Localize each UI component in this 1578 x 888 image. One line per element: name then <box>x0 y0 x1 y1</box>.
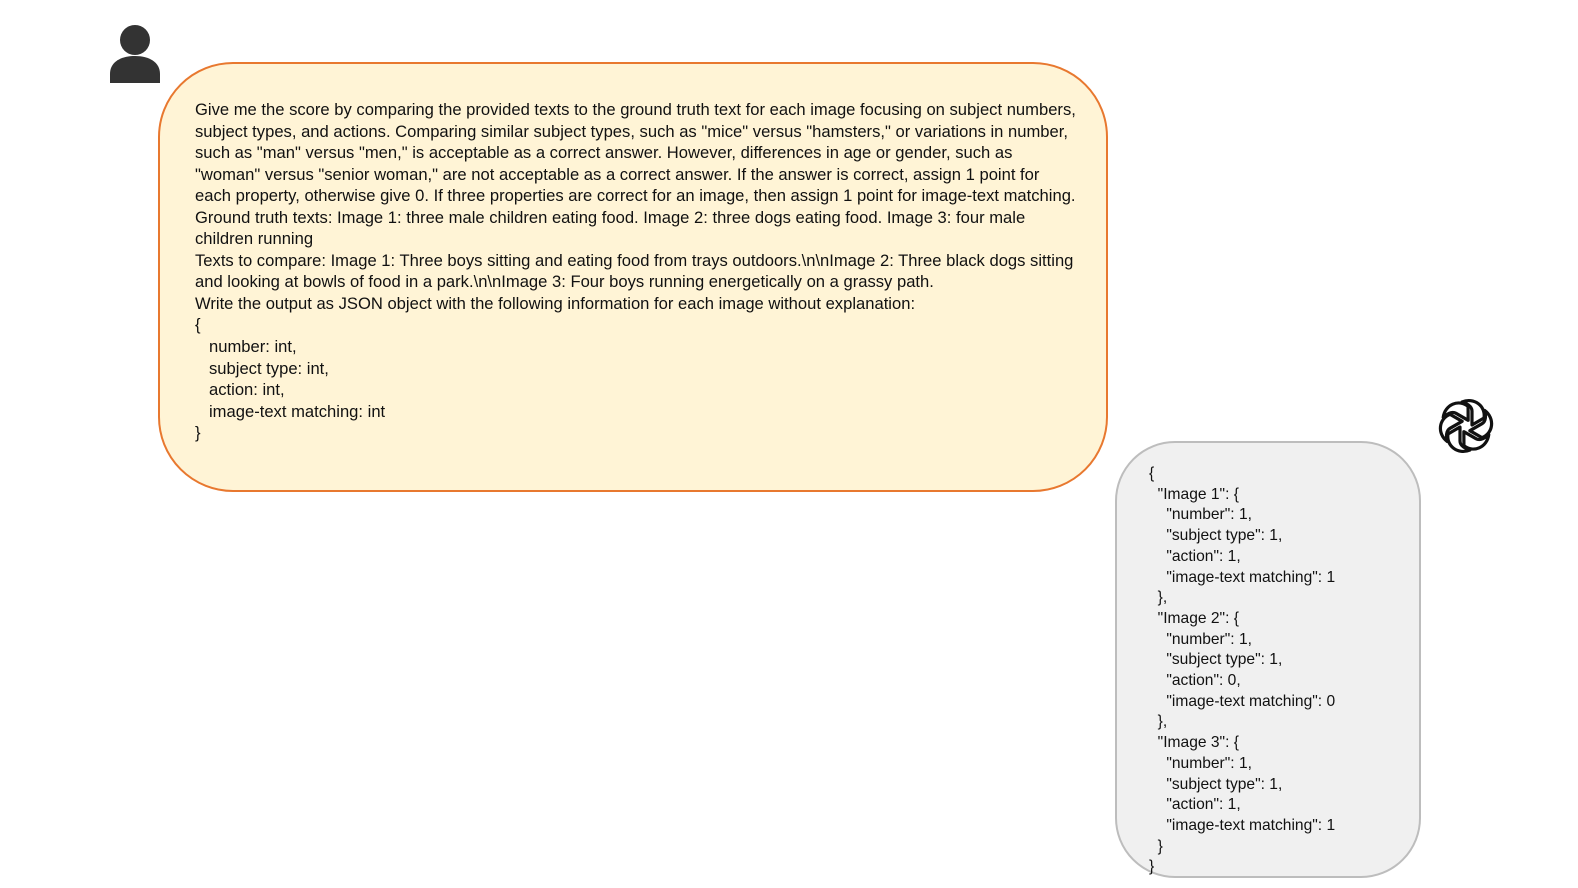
response-line: "Image 3": { <box>1149 734 1239 752</box>
response-line: "image-text matching": 1 <box>1149 816 1336 834</box>
response-line: "action": 0, <box>1149 672 1241 690</box>
response-line: "subject type": 1, <box>1149 775 1283 793</box>
schema-field: subject type: int, <box>209 358 329 378</box>
response-line: "subject type": 1, <box>1149 527 1283 545</box>
output-schema <box>195 314 1076 443</box>
schema-field: image-text matching: int <box>209 401 386 421</box>
response-line: }, <box>1149 713 1168 731</box>
response-line: }, <box>1149 589 1168 607</box>
prompt-instructions: Give me the score by comparing the provided texts to the ground truth text for each image focusing on subject numbers, subject types, and actions. Comparing similar subject types, such as "mice" versus "hamsters," or variations in number, such as "man" versus "men," is acceptable as a correct answer. However, differences in age or gender, such as "woman" versus "senior woman," are not acceptable as a correct answer. If the answer is correct, assign 1 point for each property, otherwise give 0. If three properties are correct for an image, then assign 1 point for image-text matching. <box>195 100 1081 206</box>
prompt-texts-to-compare: Texts to compare: Image 1: Three boys sitting and eating food from trays outdoors.\n\nImage 2: Three black dogs sitting and looking at bowls of food in a park.\n\nImage 3: Four boys running energetically on a grassy path. <box>195 250 1079 292</box>
response-line: "number": 1, <box>1149 630 1252 648</box>
response-line: } <box>1149 858 1155 876</box>
schema-close-brace: } <box>195 423 201 443</box>
prompt-ground-truth: Ground truth texts: Image 1: three male children eating food. Image 2: three dogs eating food. Image 3: four male children running <box>195 207 1030 249</box>
schema-open-brace: { <box>195 315 201 335</box>
response-line: } <box>1149 837 1163 855</box>
person-icon <box>108 22 162 84</box>
response-line: "image-text matching": 0 <box>1149 692 1336 710</box>
user-prompt-bubble <box>158 62 1108 492</box>
schema-field: number: int, <box>209 337 297 357</box>
assistant-response-bubble <box>1115 441 1421 878</box>
response-line: "image-text matching": 1 <box>1149 568 1336 586</box>
response-line: "number": 1, <box>1149 506 1252 524</box>
openai-logo-icon <box>1436 396 1496 456</box>
response-line: "action": 1, <box>1149 547 1241 565</box>
response-line: { <box>1149 465 1155 482</box>
response-line: "subject type": 1, <box>1149 651 1283 669</box>
schema-field: action: int, <box>209 380 285 400</box>
response-line: "action": 1, <box>1149 796 1241 814</box>
response-line: "Image 1": { <box>1149 485 1239 503</box>
prompt-output-format: Write the output as JSON object with the following information for each image without explanation: <box>195 293 916 313</box>
response-line: "Image 2": { <box>1149 609 1239 627</box>
response-line: "number": 1, <box>1149 754 1252 772</box>
